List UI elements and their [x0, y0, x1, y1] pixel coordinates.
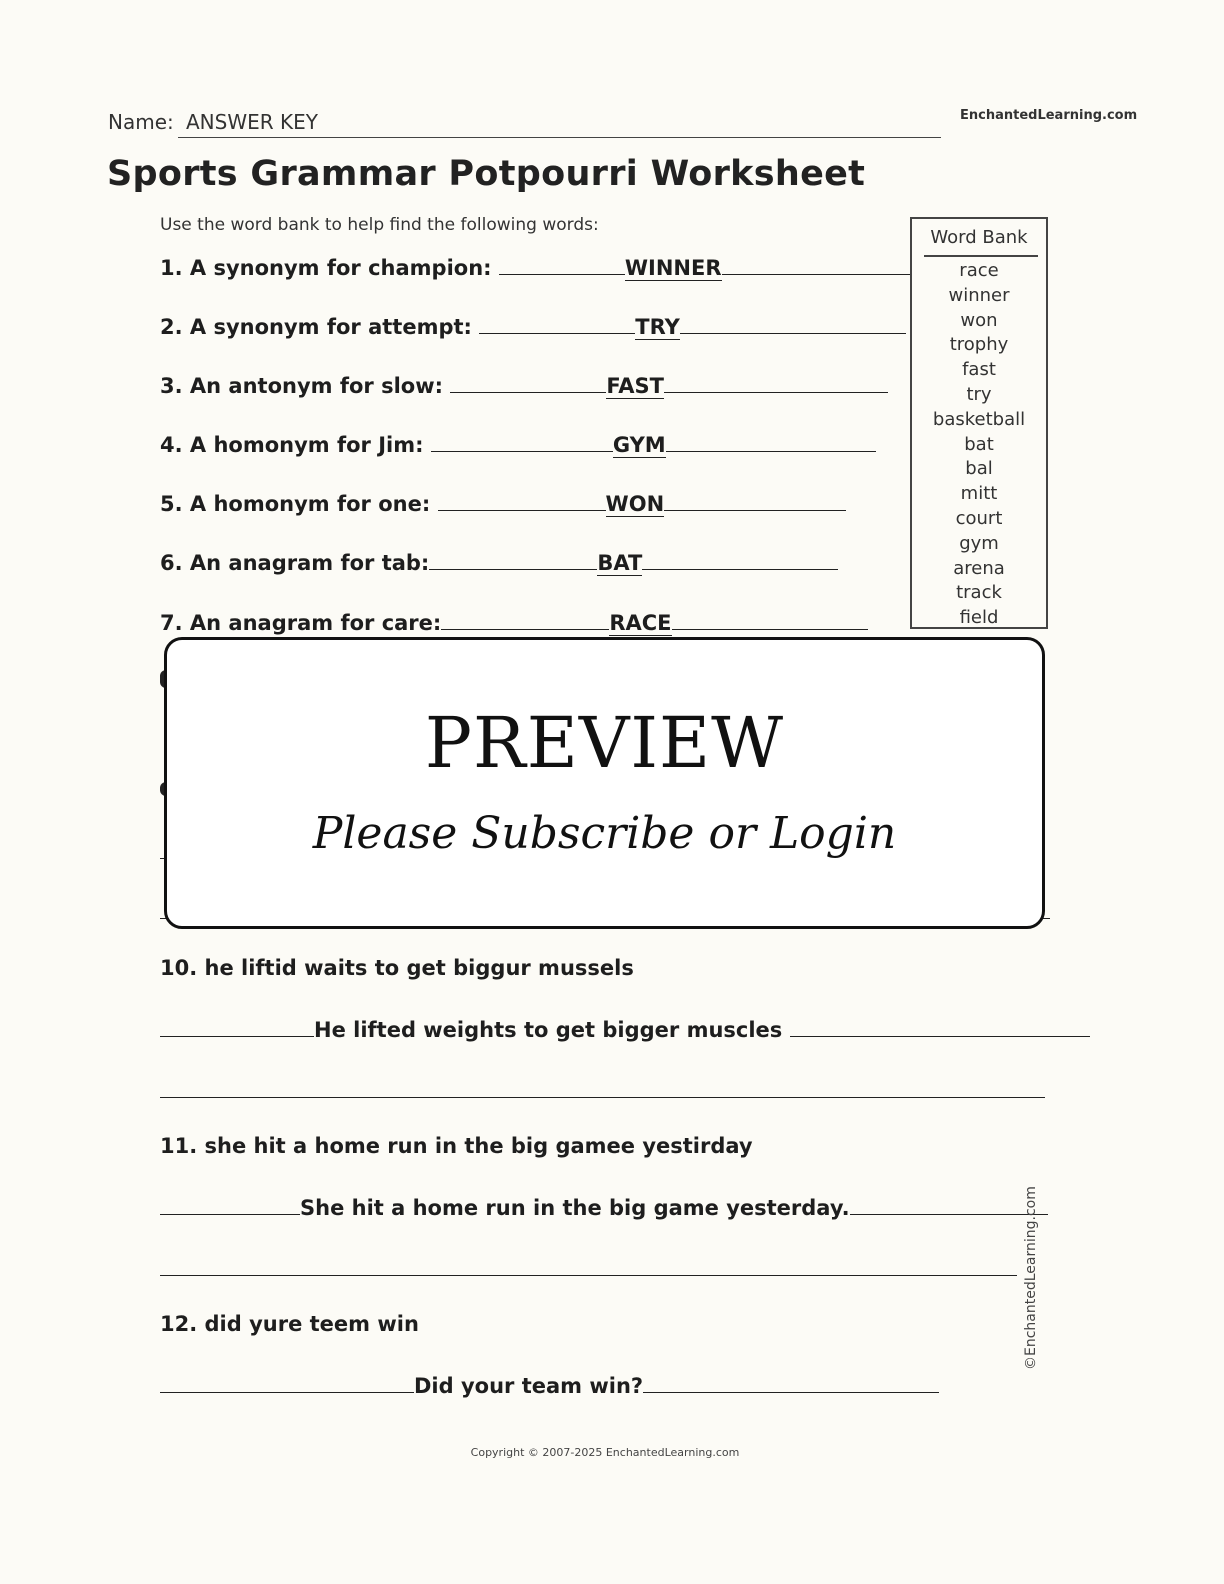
word-bank-item: winner: [948, 284, 1010, 306]
vertical-credit: ©EnchantedLearning.com: [1023, 1186, 1039, 1370]
instructions: Use the word bank to help find the following words:: [160, 215, 599, 235]
question-4: [160, 430, 876, 457]
question-answer: GYM: [612, 433, 666, 457]
question-answer: FAST: [606, 374, 664, 398]
copyright: Copyright © 2007-2025 EnchantedLearning.com: [470, 1446, 740, 1459]
word-bank-item: track: [956, 582, 1002, 604]
site-name: EnchantedLearning.com: [960, 108, 1138, 123]
sentence-answer: She hit a home run in the big game yesterday.: [300, 1196, 850, 1220]
question-5: [160, 489, 846, 516]
page-title: Sports Grammar Potpourri Worksheet: [107, 154, 866, 194]
sentence-10-answer-line: [160, 1015, 1090, 1042]
name-label: Name:: [108, 110, 174, 134]
sentence-answer: He lifted weights to get bigger muscles: [314, 1018, 783, 1042]
sentence-12-prompt: 12. did yure teem win: [160, 1312, 419, 1336]
question-prompt: 6. An anagram for tab:: [160, 551, 430, 575]
word-bank-item: gym: [959, 532, 999, 554]
question-prompt: 5. A homonym for one:: [160, 492, 438, 516]
question-answer: WINNER: [624, 256, 722, 280]
word-bank-item: bal: [965, 458, 993, 480]
sentence-12-answer-line: [160, 1371, 939, 1398]
preview-subtitle[interactable]: Please Subscribe or Login: [312, 808, 897, 859]
writing-line: [160, 1097, 1045, 1098]
preview-overlay[interactable]: [164, 637, 1045, 929]
question-1: [160, 253, 932, 280]
sentence-11-prompt: 11. she hit a home run in the big gamee yestirday: [160, 1134, 753, 1158]
word-bank-item: court: [955, 507, 1003, 529]
question-2: [160, 312, 906, 339]
question-answer: WON: [605, 492, 665, 516]
name-underline: [178, 137, 941, 138]
word-bank-item: field: [959, 607, 999, 629]
word-bank-item: race: [959, 260, 999, 281]
word-bank-title: Word Bank: [930, 227, 1028, 248]
writing-line: [160, 1275, 1017, 1276]
question-prompt: 2. A synonym for attempt:: [160, 315, 480, 339]
word-bank-item: trophy: [949, 334, 1009, 356]
word-bank-item: fast: [962, 359, 996, 381]
question-prompt: 7. An anagram for care:: [160, 611, 442, 635]
sentence-11-answer-line: [160, 1193, 1048, 1220]
question-prompt: 1. A synonym for champion:: [160, 256, 499, 280]
question-6: [160, 548, 838, 575]
name-value: ANSWER KEY: [186, 110, 318, 134]
question-3: [160, 371, 888, 398]
question-prompt: 3. An antonym for slow:: [160, 374, 451, 398]
word-bank-item: won: [960, 309, 998, 331]
word-bank-item: arena: [953, 557, 1005, 579]
question-answer: TRY: [635, 315, 680, 339]
sentence-answer: Did your team win?: [414, 1374, 644, 1398]
word-bank-divider: [924, 255, 1038, 257]
question-answer: BAT: [597, 551, 643, 575]
question-7: [160, 608, 868, 635]
question-answer: RACE: [609, 611, 672, 635]
preview-title: PREVIEW: [424, 702, 785, 784]
word-bank-item: bat: [964, 433, 994, 455]
sentence-10-prompt: 10. he liftid waits to get biggur mussels: [160, 956, 634, 980]
word-bank: [910, 217, 1048, 629]
word-bank-list: [912, 259, 1046, 631]
word-bank-item: try: [966, 383, 992, 405]
word-bank-item: mitt: [960, 483, 998, 505]
word-bank-item: basketball: [932, 408, 1026, 430]
question-prompt: 4. A homonym for Jim:: [160, 433, 431, 457]
